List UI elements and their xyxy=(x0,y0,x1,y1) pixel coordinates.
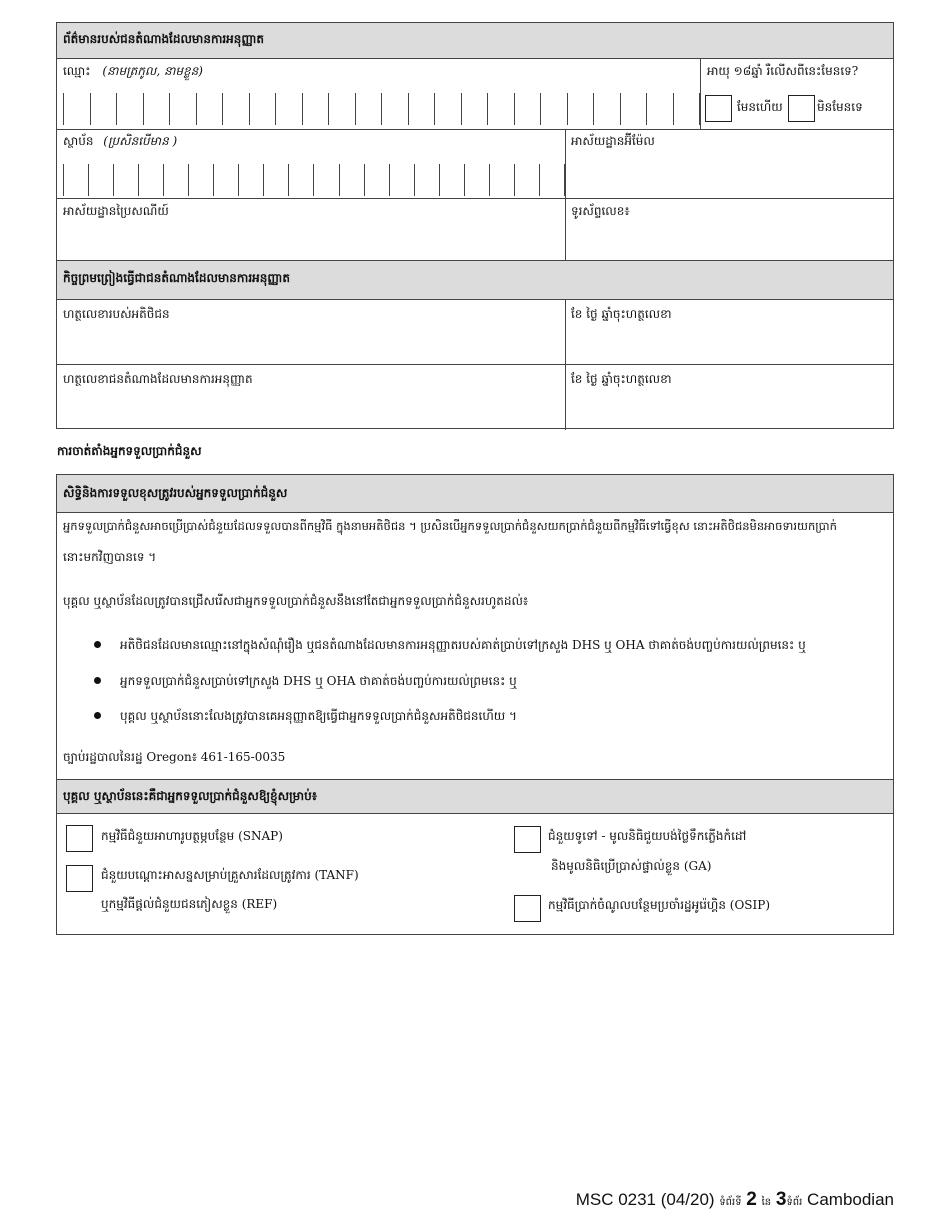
payee-bullet-3: បុគ្គល ឬស្ថាប័ននោះលែងត្រូវបានគេអនុញ្ញាតឱ្យធ្វើជាអ្នកទទួលប្រាក់ជំនួសអតិថិជនហើយ ។ xyxy=(120,709,517,723)
ga-label-line2: និងមូលនិធិប្រើប្រាស់ផ្ទាល់ខ្លួន (GA) xyxy=(551,859,712,873)
rep-signature-label: ហត្ថលេខាជនតំណាងដែលមានការអនុញ្ញាត xyxy=(63,372,253,386)
client-date-label: ខែ ថ្ងៃ ឆ្នាំចុះហត្ថលេខា xyxy=(571,307,672,321)
language-label: Cambodian xyxy=(807,1190,894,1209)
age-question: អាយុ ១៨ឆ្នាំ រឺលើសពីនេះមែនទេ? xyxy=(707,64,859,78)
payee-header: សិទ្ធិនិងការទទួលខុសត្រូវរបស់អ្នកទទួលប្រាក់ជំនួស xyxy=(57,475,893,513)
osip-label: កម្មវិធីប្រាក់ចំណូលបន្ថែមប្រចាំរដ្ឋអូរ៉េហ្គិន (OSIP) xyxy=(548,898,770,912)
tanf-checkbox[interactable] xyxy=(66,865,93,892)
form-number: MSC 0231 (04/20) xyxy=(575,1190,715,1209)
name-input[interactable] xyxy=(63,93,700,125)
payee-para2: បុគ្គល ឬស្ថាប័នដែលត្រូវបានជ្រើសរើសជាអ្នកទទួលប្រាក់ជំនួសនឹងនៅតែជាអ្នកទទួលប្រាក់ជំនួសរហូតដល់៖ xyxy=(63,594,529,608)
payee-para1-line2: នោះមកវិញបានទេ ។ xyxy=(63,550,157,564)
phone-label: ទូរស័ព្ទលេខ៖ xyxy=(571,204,630,218)
programs-header: បុគ្គល ឬស្ថាប័ននេះគឺជាអ្នកទទួលប្រាក់ជំនួសឱ្យខ្ញុំសម្រាប់៖ xyxy=(57,779,893,814)
payee-bullet-2: អ្នកទទួលប្រាក់ជំនួសប្រាប់ទៅក្រសួង DHS ឬ OHA ថាគាត់ចង់បញ្ចប់ការយល់ព្រមនេះ ឬ xyxy=(120,674,517,688)
rep-info-header: ព័ត៌មានរបស់ជនតំណាងដែលមានការអនុញ្ញាត xyxy=(57,23,893,59)
osip-checkbox[interactable] xyxy=(514,895,541,922)
org-label: ស្ថាប័ន (ប្រសិនបើមាន ) xyxy=(63,134,178,148)
law-reference: ច្បាប់រដ្ឋបាលនៃរដ្ឋ Oregon៖ 461-165-0035 xyxy=(63,750,286,764)
payee-section xyxy=(56,474,894,935)
rep-date-label: ខែ ថ្ងៃ ឆ្នាំចុះហត្ថលេខា xyxy=(571,372,672,386)
payee-para1-line1: អ្នកទទួលប្រាក់ជំនួសអាចប្រើប្រាស់ជំនួយដែលទទួលបានពីកម្មវិធី ក្នុងនាមអតិថិជន ។ ប្រសិនបើអ្នកទទួលប្រាក់ជំនួសយកប្រាក់ជំនួយពីកម្មវិធីទៅធ្វើខុស នោះអតិថិជនមិនអាចទារយកប្រាក់ xyxy=(63,519,837,533)
tanf-label-line1: ជំនួយបណ្តោះអាសន្នសម្រាប់គ្រួសារដែលត្រូវការ (TANF) xyxy=(101,868,359,882)
page-footer xyxy=(576,1189,894,1211)
ga-checkbox[interactable] xyxy=(514,826,541,853)
tanf-label-line2: ឬកម្មវិធីផ្តល់ជំនួយជនភៀសខ្លួន (REF) xyxy=(101,897,278,911)
client-signature-label: ហត្ថលេខារបស់អតិថិជន xyxy=(63,307,170,321)
age-no-checkbox[interactable] xyxy=(788,95,815,122)
name-label: ឈ្មោះ (នាមត្រកូល, នាមខ្លួន) xyxy=(63,64,203,78)
bullet-dot xyxy=(94,677,101,684)
age-yes-label: មែនហើយ xyxy=(737,100,783,114)
email-label: អាស័យដ្ឋានអ៊ីម៉ែល xyxy=(571,134,655,148)
snap-label: កម្មវិធីជំនួយអាហារូបត្ថម្ភបន្ថែម (SNAP) xyxy=(101,829,283,843)
page-word: ទំព័រទី xyxy=(719,1197,742,1208)
total-word: ទំព័រ xyxy=(786,1197,803,1208)
ga-label-line1: ជំនួយទូទៅ - មូលនិធិជួយបង់ថ្លៃទឹកភ្លើងកំដៅ xyxy=(548,829,747,843)
payee-bullet-1: អតិថិជនដែលមានឈ្មោះនៅក្នុងសំណុំរឿង ឬជនតំណាងដែលមានការអនុញ្ញាតរបស់គាត់ប្រាប់ទៅក្រសួង DHS ឬ OHA ថាគាត់ចង់បញ្ចប់ការយល់ព្រមនេះ ឬ xyxy=(120,638,806,652)
mailing-label: អាស័យដ្ឋានប្រៃសណីយ៍ xyxy=(63,204,169,218)
snap-checkbox[interactable] xyxy=(66,825,93,852)
page-number: 2 xyxy=(746,1189,757,1210)
org-input[interactable] xyxy=(63,164,565,196)
agreement-section xyxy=(56,260,894,429)
bullet-dot xyxy=(94,641,101,648)
age-yes-checkbox[interactable] xyxy=(705,95,732,122)
age-no-label: មិនមែនទេ xyxy=(817,100,863,114)
of-word: នៃ xyxy=(761,1197,772,1208)
total-pages: 3 xyxy=(775,1189,787,1210)
agreement-header: កិច្ចព្រមព្រៀងធ្វើជាជនតំណាងដែលមានការអនុញ្ញាត xyxy=(57,261,893,300)
rep-info-section xyxy=(56,22,894,261)
payee-title: ការចាត់តាំងអ្នកទទួលប្រាក់ជំនួស xyxy=(57,444,202,458)
bullet-dot xyxy=(94,712,101,719)
